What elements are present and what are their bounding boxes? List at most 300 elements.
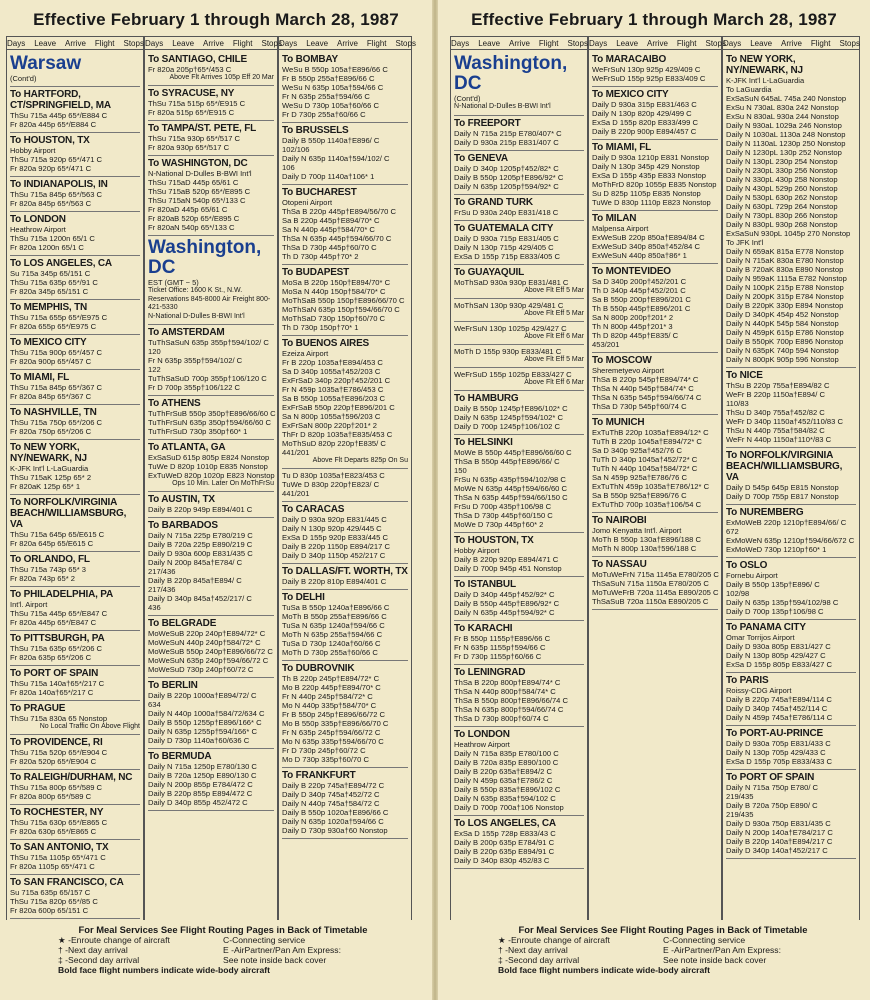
destination-subtitle: Otopeni Airport [282,198,333,207]
flight-row: Daily D 340p 1150p 452/217 C [282,551,386,560]
flight-row: Sa B 550p 200p†E896/201 C [592,295,691,304]
flight-row: Daily N 200pK 315p E784 Nonstop [726,292,844,301]
route-section [10,133,140,177]
flight-row: ThSa N 440p 545p†584/74* C [592,384,694,393]
destination-title: To SAN ANTONIO, TX [10,842,109,853]
column-label: Leave [750,38,773,48]
legend-item: See note inside back cover [663,955,767,965]
flight-row: Daily D 340p 445p†452/92* C [454,589,555,599]
flight-row: Daily B 220p 140a†E894/217 C [726,837,833,846]
flight-row: Th N 800p 445p†201* 3 [592,322,673,331]
flight-row: ThSu N 440p 755a†584/82 C [726,426,825,435]
flight-row: MoSa N 440p 150p†584/70* C [282,287,386,296]
route-section [282,123,408,185]
flight-row: Daily D 930a 215p E831/407 C [454,137,559,147]
flight-row: Sa D 340p 1055a†452/203 C [282,367,381,376]
flight-row: Daily N 130p 705p 429/433 C [726,748,826,757]
legend-item: ★ -Enroute change of aircraft [498,935,610,945]
flight-row: MoWeSuB 550p 240p†E896/66/72 C [148,647,273,656]
flight-row: MoWe N 635p 445p†594/66/60 C [454,483,568,493]
flight-row: ThSaSuN 715a 1150a E780/205 C [592,579,709,588]
route-section [10,300,140,335]
column-label: Stops [395,38,416,48]
destination-title: To CARACAS [282,504,345,515]
destination-title: To MEMPHIS, TN [10,302,88,313]
flight-row: Daily B 220p 845a†E894/ C [148,576,242,585]
flight-row: Daily B 720a 835p E890/100 C [454,757,559,767]
flight-row: WeSu B 550p 105a†E896/66 C [282,65,388,74]
column-label: Stops [567,38,588,48]
column-label: Leave [34,38,57,48]
legend-item: C-Connecting service [223,935,306,945]
flight-row: Th D 340p 445p†452/201 C [592,286,686,295]
flight-row: Daily N 659aK 815a E778 Nonstop [726,247,844,256]
flight-row: ThSu 715a 920p 65*/471 C [10,155,103,164]
flight-row: WeFr D 340p 1150a†452/110/83 C [726,417,843,426]
flight-row: Fr 820aD 445p 65/61 C [148,205,228,214]
flight-row: ExSu N 730aL 830a 242 Nonstop [726,103,839,112]
flight-row: Daily N 200p 845a†E784/ C [148,558,243,567]
route-section [592,140,718,211]
flight-row: MoSa B 220p 150p†E894/70* C [282,278,391,287]
flight-row: ExWeSuB 220p 850a†E894/84 C [592,233,705,242]
flight-row: Fr 820a 600p 65/151 C [10,906,89,915]
flight-row: TuThFrSuB 550p 350p†E896/66/60 C [148,409,276,418]
flight-row: ThSa N 440p 800p†584/74* C [454,686,556,696]
route-section [148,396,274,440]
route-section [10,440,140,495]
flight-row: Daily N 530pL 630p 262 Nonstop [726,193,838,202]
route-section [592,513,718,557]
flight-note: Ops 10 Min. Later On MoThFrSu [172,480,274,487]
route-section [282,469,408,502]
destination-title: To PANAMA CITY [726,622,806,633]
flight-row: Mo N 635p 335p†594/66/70 C [282,737,384,746]
route-section [454,577,584,621]
flight-row: Daily N 1030aL 1130a 248 Nonstop [726,130,846,139]
route-section [454,368,584,391]
flight-row: ThSu 715a 520p 65*/E904 C [10,748,108,757]
flight-row: Daily N 635p 1245p†594/102* C [454,412,563,422]
flight-row: 634 [148,700,161,709]
route-section [454,221,584,265]
flight-row: ThSu D 340p 755a†452/82 C [726,408,825,417]
flight-row: Daily N 715a 225p E780/219 C [148,531,253,540]
destination-title: To ISTANBUL [454,578,516,590]
destination-title: To NEW YORK, NY/NEWARK, NJ [10,442,87,464]
timetable-column [278,50,412,920]
destination-title: To PORT OF SPAIN [10,668,99,679]
city-info: Ticket Office: 1600 K St., N.W. [148,287,243,294]
flight-row: Daily N 230pL 330p 256 Nonstop [726,166,838,175]
city-subtitle: EST (GMT − 5) [148,278,199,287]
city-title: Washington, DC [454,53,568,94]
destination-title: To SYRACUSE, NY [148,88,235,99]
flight-row: Th D 730p 150p†70* 1 [282,323,359,332]
route-section [726,673,856,726]
flight-row: Daily B 220p 920p E894/471 C [454,554,559,564]
flight-row: Daily B 220pK 330p E894 Nonstop [726,301,844,310]
flight-row: ThSu 715aN 540p 65*/133 C [148,196,246,205]
flight-row: To LaGuardia [726,85,772,94]
route-section [282,564,408,590]
route-section [148,440,274,492]
flight-row: Sa N 440p 445p†584/70* C [282,225,375,234]
route-section [10,495,140,552]
flight-row: Su 715a 345p 65/151 C [10,269,91,278]
column-label: Arrive [337,38,358,48]
destination-title: To WASHINGTON, DC [148,158,248,169]
route-section [10,666,140,701]
flight-row: MoThSaB 550p 150p†E896/66/70 C [282,296,405,305]
flight-row: Daily N 330pL 430p 258 Nonstop [726,175,838,184]
route-section [10,335,140,370]
city-title: Washington, DC [148,237,262,278]
route-section [10,875,140,919]
route-section [454,727,584,816]
route-section [148,236,274,325]
route-section [10,256,140,300]
route-section [10,552,140,587]
flight-row: TuTh N 440p 1045a†584/72* C [592,464,698,473]
flight-row: Daily D 545p 645p E815 Nonstop [726,483,839,492]
column-label: Days [451,38,470,48]
column-label: Leave [616,38,639,48]
route-section [10,735,140,770]
route-section [10,212,140,256]
route-section [726,620,856,673]
flight-row: To JFK Int'l [726,238,764,247]
flight-row: Daily B 220p 635a†E894/2 C [454,766,552,776]
flight-row: Fr 820a 1105p 65*/471 C [10,862,95,871]
flight-row: Fr 820a 800p 65*/589 C [10,792,92,801]
destination-title: To FRANKFURT [282,770,356,781]
flight-row: 441/201 [282,489,310,498]
flight-row: ThSa D 730p 445p†60/150 C [454,510,553,520]
flight-row: Daily B 220p 855p E894/472 C [148,789,253,798]
route-section [454,665,584,727]
flight-row: ExTuThN 459p 1035a†E786/12* C [592,482,710,491]
flight-row: Th B 220p 245p†E894/72* C [282,674,380,683]
destination-title: To BRUSSELS [282,125,349,136]
flight-row: ThSu 715a 655p 65*/E975 C [10,313,108,322]
flight-row: MoTh D 730p 255a†60/66 C [282,648,378,657]
destination-title: To ORLANDO, FL [10,554,90,565]
flight-row: Daily D 700p 1245p†106/102 C [454,421,560,431]
route-section [10,587,140,631]
route-section [10,87,140,133]
flight-row: WeFrSuD 155p 1025p E833/427 C [454,369,572,379]
destination-title: To ATLANTA, GA [148,442,226,453]
destination-title: To ATHENS [148,398,201,409]
legend-item: E -AirPartner/Pan Am Express: [663,945,781,955]
destination-title: To BUCHAREST [282,187,357,198]
flight-row: Daily B 720aK 830a E890 Nonstop [726,265,844,274]
destination-title: To INDIANAPOLIS, IN [10,179,108,190]
flight-row: Fr D 730p 245p†60/72 C [282,746,366,755]
destination-title: To MONTEVIDEO [592,266,671,277]
route-section [10,701,140,735]
flight-row: Fr 820a 515p 65*/E915 C [148,108,235,117]
column-header [144,36,282,50]
flight-row: FrSu D 700p 435p†106/98 C [454,501,552,511]
flight-row: Daily B 550p 1140a†E896/ C [282,136,380,145]
destination-title: To BERLIN [148,680,198,691]
column-label: Leave [306,38,329,48]
flight-row: Daily N 715a 1250p E780/130 C [148,762,257,771]
flight-row: Mo N 440p 335p†584/70* C [282,701,377,710]
flight-row: Daily D 340pK 454p 452 Nonstop [726,310,839,319]
route-section [282,768,408,839]
flight-row: ThSa N 635p 800p†594/66/74 C [454,704,564,714]
flight-row: Daily D 340p 745a†452/114 C [726,704,828,713]
column-label: Stops [705,38,726,48]
flight-row: ThSu 715a 515p 65*/E915 C [148,99,246,108]
destination-title: To BERMUDA [148,751,212,762]
flight-row: MoThSaN 130p 930p 429/481 C [454,300,564,310]
column-label: Flight [94,38,115,48]
destination-title: To DALLAS/FT. WORTH, TX [282,566,408,577]
flight-row: ExSu N 830aL 930a 244 Nonstop [726,112,839,121]
flight-row: Daily B 720a 225p E890/219 C [148,540,253,549]
flight-row: MoWe B 550p 445p†E896/66/60 C [454,447,572,457]
column-label: Leave [478,38,501,48]
flight-row: MoThFrD 820p 1055p E835 Nonstop [592,180,717,189]
column-label: Arrive [781,38,802,48]
flight-row: Daily D 340p 830p 452/83 C [454,855,550,865]
flight-row: Daily N 635p 835a†594/102 C [454,793,556,803]
flight-row: MoTh N 800p 130a†596/188 C [592,544,697,553]
destination-title: To MEXICO CITY [592,89,669,100]
flight-row: Fr B 220p 1035a†E894/453 C [282,358,383,367]
route-section [10,805,140,840]
destination-title: To LENINGRAD [454,666,526,678]
destination-title: To FREEPORT [454,117,521,129]
route-section [282,502,408,564]
route-section [454,299,584,322]
flight-row: ExSa D 155p 715p E833/405 C [454,251,560,261]
column-label: Days [723,38,742,48]
destination-subtitle: Hobby Airport [10,146,56,155]
legend-item: C-Connecting service [663,935,746,945]
flight-row: ThSu 715a 845p 65*/367 C [10,383,103,392]
destination-title: To MUNICH [592,417,645,428]
flight-row: Daily B 550p 1245p†E896/102* C [454,403,568,413]
route-section [282,336,408,469]
destination-title: To SANTIAGO, CHILE [148,54,247,65]
destination-title: To ROCHESTER, NY [10,807,104,818]
flight-row: Daily D 340p 855p 452/472 C [148,798,248,807]
flight-row: ExMoWeB 220p 1210p†E894/66/ C [726,518,847,527]
legend-item: ‡ -Second day arrival [58,955,140,965]
flight-row: Fr 820a 930p 65*/517 C [148,143,230,152]
flight-row: Daily N 635pK 740p 594 Nonstop [726,346,839,355]
flight-row: ThSa B 550p 445p†E896/66/ C [454,456,560,466]
flight-row: Daily N 715a 750p E780/ C [726,783,819,792]
flight-row: ThSu 715a 140a†65*/217 C [10,679,105,688]
flight-row: Fr 820a 655p 65*/E975 C [10,322,97,331]
flight-row: ThSu 715a 830a 65 Nonstop [10,714,108,723]
left-page [0,0,432,1000]
destination-title: To MILAN [592,213,637,224]
route-section [726,726,856,770]
destination-title: To LONDON [10,214,66,225]
flight-row: Daily N 830pL 930p 268 Nonstop [726,220,838,229]
flight-row: MoWeSuN 635p 240p†594/66/72 C [148,656,269,665]
footer-legend [498,925,828,975]
destination-subtitle: Heathrow Airport [454,739,510,749]
flight-row: ThSa B 220p 445p†E894/56/70 C [282,207,396,216]
destination-title: To BELGRADE [148,618,217,629]
flight-row: ThSa N 635p 445p†594/66/150 C [454,492,568,502]
flight-row: ThSu 715a 750p 65*/206 C [10,418,103,427]
flight-row: Mo B 550p 335p†E896/66/70 C [282,719,389,728]
flight-row: Daily N 715a 215p E780/407* C [454,128,562,138]
column-label: Arrive [203,38,224,48]
flight-row: Tu D 830p 1035a†E823/453 C [282,471,385,480]
flight-row: ExSa D 155p 805p E833/427 C [726,660,832,669]
route-section [454,322,584,345]
route-section [454,391,584,435]
column-label: Days [145,38,164,48]
flight-row: ThSu 715a 1200n 65/1 C [10,234,95,243]
flight-row: MoWeSuN 440p 240p†584/72* C [148,638,261,647]
flight-row: ExSaSuD 615p 805p E824 Nonstop [148,453,270,462]
city-info: N-National D-Dulles B-BWI Int'l [148,312,245,320]
legend-item: See note inside back cover [223,955,327,965]
flight-row: Daily N 440p 1000a†584/72/634 C [148,709,265,718]
route-section [148,121,274,156]
route-section [454,345,584,368]
flight-row: WeFr B 220p 1150a†E894/ C [726,390,825,399]
flight-row: Daily N 130p 805p 429/427 C [726,651,826,660]
timetable-column [588,50,722,920]
flight-row: Fr 820a 445p 65*/E884 C [10,120,97,129]
flight-row: Fr N 635p 1155p†594/66 C [454,642,546,652]
destination-title: To BUDAPEST [282,267,350,278]
flight-row: Daily D 930a 600p E831/435 C [148,549,253,558]
destination-title: To HAMBURG [454,392,519,404]
flight-row: Daily N 459p 745a†E786/114 C [726,713,833,722]
flight-row: Daily N 130p 345p 429 Nonstop [592,162,700,171]
destination-subtitle: N-National D-Dulles B-BWI Int'l [148,169,252,178]
destination-subtitle: K-JFK Int'l L-LaGuardia [10,464,89,473]
flight-row: MoThSaD 930a 930p E831/481 C [454,277,569,287]
flight-row: Daily N 715aK 830a E780 Nonstop [726,256,844,265]
flight-row: Daily N 459pK 615p E786 Nonstop [726,328,844,337]
destination-title: To GUATEMALA CITY [454,222,554,234]
flight-row: Fr N 459p 1035a†E786/453 C [282,385,384,394]
destination-title: To MOSCOW [592,355,652,366]
flight-row: Daily D 340p 1205p†452/82* C [454,163,559,173]
destination-title: To NORFOLK/VIRGINIA BEACH/WILLIAMSBURG, VA [726,450,843,483]
flight-row: Daily N 100pK 215p E788 Nonstop [726,283,844,292]
destination-title: To LONDON [454,728,510,740]
flight-row: Daily N 959aK 1115a E782 Nonstop [726,274,847,283]
flight-row: Daily D 930a 705p E831/433 C [726,739,831,748]
route-section [726,368,856,448]
column-header [588,36,726,50]
flight-note: No Local Traffic On Above Flight [39,723,140,730]
route-section [726,558,856,620]
column-label: Stops [261,38,282,48]
flight-row: Daily D 340p 745a†452/72 C [282,790,380,799]
destination-title: To NUREMBERG [726,507,804,518]
flight-row: MoTh D 155p 930p E833/481 C [454,346,562,356]
route-section [10,770,140,805]
destination-subtitle: Heathrow Airport [10,225,66,234]
flight-row: Daily N 1230pL 130p 252 Nonstop [726,148,842,157]
column-label: Days [7,38,26,48]
flight-row: Su 715a 635p 65/157 C [10,888,91,897]
flight-row: Su D 825p 1105p E835 Nonstop [592,189,701,198]
timetable-column [722,50,860,920]
flight-row: Daily D 930a 805p E831/427 C [726,642,831,651]
route-section [148,616,274,678]
flight-row: ThSa N 635p 545p†594/66/74 C [592,393,702,402]
flight-row: MoWe D 730p 445p†60* 2 [454,519,544,529]
route-section [148,52,274,86]
flight-row: ThSaSuB 720a 1150a E890/205 C [592,597,709,606]
destination-title: To PROVIDENCE, RI [10,737,103,748]
flight-row: TuThFrSuN 635p 350p†594/66/60 C [148,418,271,427]
flight-row: TuSa B 550p 1240a†E896/66 C [282,603,390,612]
flight-row: Daily B 220p 745a†E894/72 C [282,781,385,790]
flight-row: Sa N 459p 925a†E786/76 C [592,473,687,482]
column-label: Flight [538,38,559,48]
route-section [592,264,718,353]
flight-row: Daily N 440pK 545p 584 Nonstop [726,319,839,328]
destination-title: To MIAMI, FL [10,372,70,383]
flight-row: 672 [726,527,739,536]
route-section [148,156,274,236]
flight-row: TuTh D 340p 1045a†452/72* C [592,455,698,464]
flight-row: Sa D 340p 200p†452/201 C [592,277,687,286]
route-section [10,370,140,405]
route-section [726,448,856,505]
flight-row: Daily D 930a 920p E831/445 C [282,515,387,524]
flight-row: Daily N 130pL 230p 254 Nonstop [726,157,838,166]
flight-row: ExSa D 155p 920p E833/445 C [282,533,388,542]
legend-item: ★ -Enroute change of aircraft [58,935,170,945]
flight-row: Fr 820a 900p 65*/457 C [10,357,92,366]
flight-row: Daily N 800pK 905p 596 Nonstop [726,355,839,364]
destination-title: To PITTSBURGH, PA [10,633,105,644]
flight-row: ExSa D 155p 705p E833/433 C [726,757,832,766]
route-section [454,52,584,116]
destination-title: To MARACAIBO [592,54,667,65]
flight-row: ThSu 715aK 125p 65* 2 [10,473,92,482]
flight-row: ThSu 715a 635p 65*/206 C [10,644,103,653]
flight-row: ThSa D 730p 545p†60/74 C [592,402,687,411]
city-subtitle: (Cont'd) [454,94,481,103]
flight-row: Daily N 440p 745a†584/72 C [282,799,380,808]
destination-subtitle: Fornebu Airport [726,571,778,580]
flight-row: ThSa D 730p 445p†60/70 C [282,243,377,252]
flight-row: ExSa D 155p 728p E833/43 C [454,828,556,838]
flight-row: Fr 820a 635p 65*/206 C [10,653,92,662]
flight-row: MoThSaD 730p 150p†60/70 C [282,314,386,323]
destination-title: To BARBADOS [148,520,218,531]
route-section [282,661,408,768]
city-info: N-National D-Dulles B-BWI Int'l [454,103,551,110]
flight-row: WeSu N 635p 105a†594/66 C [282,83,384,92]
legend-item: ‡ -Second day arrival [498,955,580,965]
route-section [454,816,584,869]
destination-subtitle: Ezeiza Airport [282,349,329,358]
flight-row: Fr 820a 140a†65*/217 C [10,688,94,697]
flight-row: MoTh B 550p 130a†E896/188 C [592,535,701,544]
